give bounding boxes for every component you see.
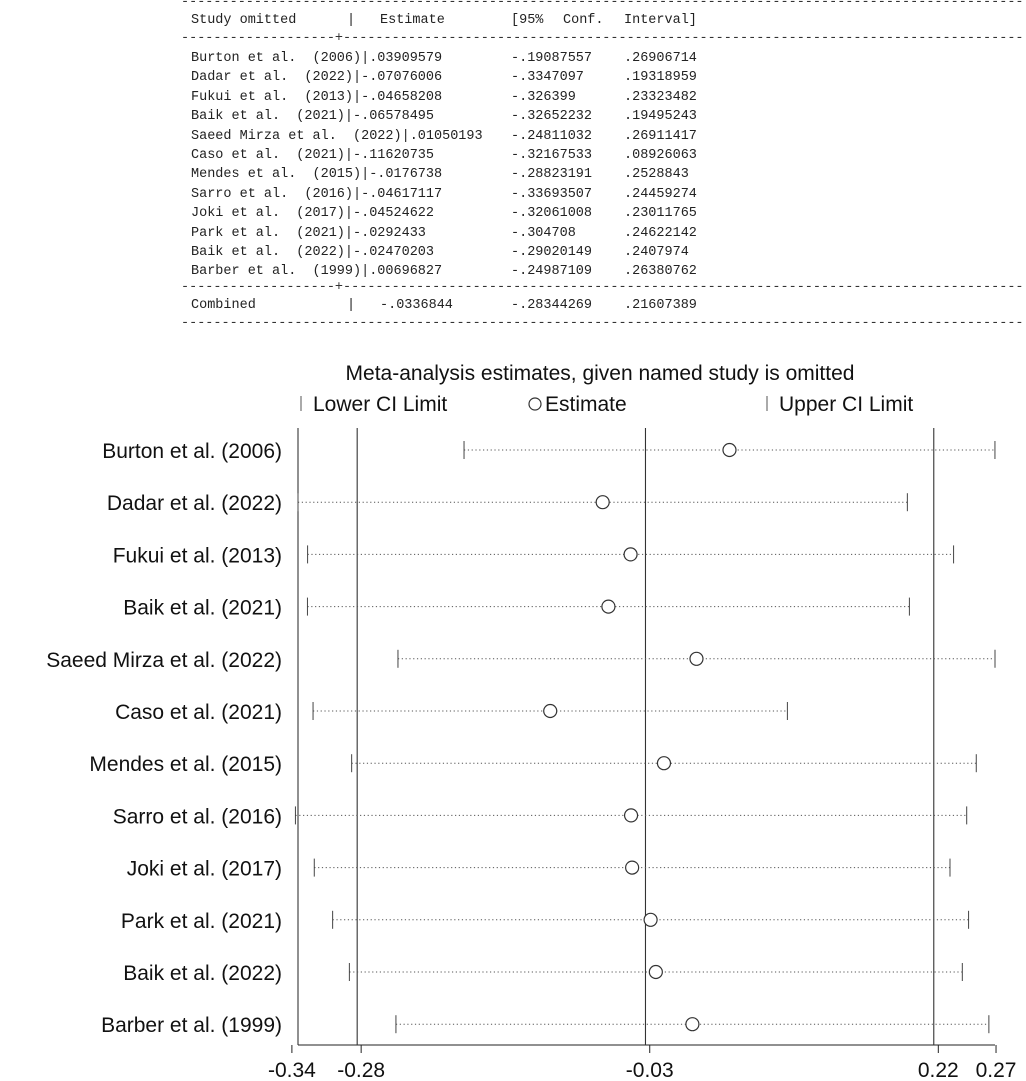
- estimate-point: [657, 757, 670, 770]
- table-cell-lower: -.32167533: [511, 148, 593, 163]
- plot-area: [46, 428, 1016, 1081]
- table-cell-study: Caso et al.: [191, 148, 281, 163]
- table-rule-header: -------------------+------------------------------------------------------------------------------------: [181, 31, 1024, 46]
- table-cell-separator: |: [344, 245, 353, 260]
- table-cell-estimate: -.0176738: [369, 167, 443, 183]
- legend-estimate-marker: [529, 398, 541, 410]
- table-cell-upper: .19495243: [624, 109, 697, 125]
- study-label: Fukui et al. (2013): [112, 544, 282, 568]
- table-cell-estimate: -.07076006: [361, 70, 443, 86]
- x-tick-label: 0.22: [917, 1059, 959, 1081]
- table-cell-study: Dadar et al.: [191, 70, 289, 86]
- x-tick-label: 0.27: [975, 1059, 1017, 1081]
- table-cell-estimate: -.06578495: [353, 109, 435, 125]
- study-label: Joki et al. (2017): [126, 857, 282, 881]
- table-cell-study: Saeed Mirza et al.: [191, 128, 337, 144]
- table-header-study: Study omitted: [191, 13, 297, 28]
- study-label: Baik et al. (2022): [123, 962, 282, 985]
- table-cell-separator: |: [361, 167, 370, 183]
- table-cell-separator: |: [353, 186, 362, 202]
- table-cell-separator: |: [353, 70, 362, 86]
- table-cell-lower: -.304708: [511, 225, 576, 241]
- table-cell-year: (1999): [312, 264, 362, 280]
- table-cell-estimate: -.0292433: [353, 225, 426, 241]
- combined-estimate: -.0336844: [380, 298, 453, 313]
- table-cell-upper: .19318959: [624, 70, 697, 86]
- table-cell-upper: .26911417: [624, 128, 697, 144]
- table-header-estimate: Estimate: [380, 13, 445, 28]
- table-cell-separator: |: [361, 264, 370, 280]
- legend-lower-label: Lower CI Limit: [313, 393, 448, 416]
- estimate-point: [644, 913, 657, 926]
- study-label: Caso et al. (2021): [115, 701, 282, 724]
- table-cell-year: (2021): [296, 109, 345, 125]
- table-rule-top: --------------------------------------------------------------------------------------------------------: [181, 0, 1024, 10]
- table-cell-study: Barber et al.: [191, 264, 297, 280]
- legend-estimate-label: Estimate: [545, 393, 627, 416]
- estimate-point: [723, 444, 736, 457]
- table-cell-upper: .24622142: [624, 225, 697, 241]
- estimate-point: [602, 600, 615, 613]
- study-label: Baik et al. (2021): [123, 596, 282, 620]
- table-cell-year: (2006): [312, 51, 362, 66]
- table-cell-year: (2022): [304, 70, 353, 86]
- table-cell-estimate: .00696827: [369, 264, 443, 280]
- study-label: Barber et al. (1999): [101, 1014, 282, 1038]
- table-cell-estimate: -.11620735: [353, 148, 435, 163]
- table-cell-lower: -.24987109: [511, 264, 593, 280]
- study-label: Burton et al. (2006): [102, 440, 282, 463]
- table-cell-year: (2021): [296, 225, 345, 241]
- table-header-separator: |: [347, 13, 356, 28]
- table-cell-upper: .26906714: [624, 51, 697, 66]
- table-cell-lower: -.19087557: [511, 51, 593, 66]
- table-cell-lower: -.29020149: [511, 245, 593, 260]
- table-cell-study: Park et al.: [191, 225, 281, 241]
- table-cell-upper: .2407974: [624, 245, 689, 260]
- table-cell-year: (2013): [304, 89, 353, 105]
- table-cell-separator: |: [401, 128, 410, 144]
- table-cell-separator: |: [353, 89, 362, 105]
- estimate-point: [686, 1018, 699, 1031]
- table-cell-study: Baik et al.: [191, 245, 281, 260]
- table-cell-year: (2016): [304, 186, 353, 202]
- estimate-point: [596, 496, 609, 509]
- study-label: Sarro et al. (2016): [112, 805, 282, 829]
- estimate-point: [625, 809, 638, 822]
- table-cell-lower: -.32652232: [511, 109, 593, 125]
- study-label: Dadar et al. (2022): [106, 492, 282, 516]
- estimate-point: [649, 966, 662, 979]
- table-cell-lower: -.3347097: [511, 70, 584, 86]
- table-cell-year: (2017): [296, 206, 345, 222]
- estimate-point: [626, 861, 639, 874]
- table-cell-separator: |: [344, 206, 353, 222]
- table-cell-lower: -.326399: [511, 89, 576, 105]
- table-cell-study: Joki et al.: [191, 206, 281, 222]
- table-cell-study: Mendes et al.: [191, 167, 297, 183]
- table-cell-estimate: -.04524622: [353, 206, 435, 222]
- combined-lower: -.28344269: [511, 298, 593, 313]
- table-cell-lower: -.24811032: [511, 128, 593, 144]
- estimate-point: [624, 548, 637, 561]
- table-rule-combined: -------------------+------------------------------------------------------------------------------------: [181, 280, 1024, 295]
- table-cell-estimate: -.04617117: [361, 186, 443, 202]
- table-cell-lower: -.33693507: [511, 186, 593, 202]
- table-cell-year: (2015): [312, 167, 362, 183]
- table-cell-separator: |: [344, 148, 353, 163]
- estimate-point: [544, 705, 557, 718]
- x-tick-label: -0.34: [267, 1059, 316, 1081]
- table-cell-study: Baik et al.: [191, 109, 281, 125]
- study-label: Saeed Mirza et al. (2022): [46, 648, 282, 672]
- table-cell-upper: .24459274: [624, 186, 697, 202]
- estimate-point: [690, 652, 703, 665]
- table-header-interval: Interval]: [624, 13, 697, 28]
- table-cell-upper: .08926063: [624, 148, 697, 163]
- table-cell-upper: .2528843: [624, 167, 689, 183]
- study-label: Mendes et al. (2015): [89, 753, 282, 777]
- table-cell-lower: -.32061008: [511, 206, 593, 222]
- table-cell-year: (2022): [296, 245, 345, 260]
- table-cell-estimate: -.04658208: [361, 89, 443, 105]
- table-cell-estimate: -.02470203: [353, 245, 435, 260]
- table-cell-year: (2021): [296, 148, 345, 163]
- table-cell-study: Fukui et al.: [191, 89, 289, 105]
- table-cell-lower: -.28823191: [511, 167, 593, 183]
- table-cell-study: Sarro et al.: [191, 186, 289, 202]
- table-cell-study: Burton et al.: [191, 51, 297, 66]
- table-cell-separator: |: [361, 51, 370, 66]
- table-cell-upper: .23011765: [624, 206, 697, 222]
- table-cell-separator: |: [344, 225, 353, 241]
- study-label: Park et al. (2021): [120, 909, 282, 933]
- table-header-conf: Conf.: [563, 13, 604, 28]
- table-cell-upper: .26380762: [624, 264, 697, 280]
- x-tick-label: -0.03: [625, 1059, 674, 1081]
- table-cell-separator: |: [344, 109, 353, 125]
- table-cell-estimate: .03909579: [369, 51, 443, 66]
- chart-title: Meta-analysis estimates, given named study is omitted: [345, 362, 855, 385]
- table-cell-year: (2022): [353, 128, 402, 144]
- table-header-ci-open: [95%: [511, 13, 544, 28]
- legend-upper-label: Upper CI Limit: [779, 393, 914, 416]
- combined-separator: |: [347, 298, 356, 313]
- combined-label: Combined: [191, 298, 256, 313]
- table-cell-estimate: .01050193: [409, 128, 483, 144]
- table-cell-upper: .23323482: [624, 89, 697, 105]
- legend: [301, 393, 913, 416]
- table-rule-bottom: --------------------------------------------------------------------------------------------------------: [181, 316, 1024, 331]
- combined-upper: .21607389: [624, 298, 697, 313]
- x-tick-label: -0.28: [337, 1059, 386, 1081]
